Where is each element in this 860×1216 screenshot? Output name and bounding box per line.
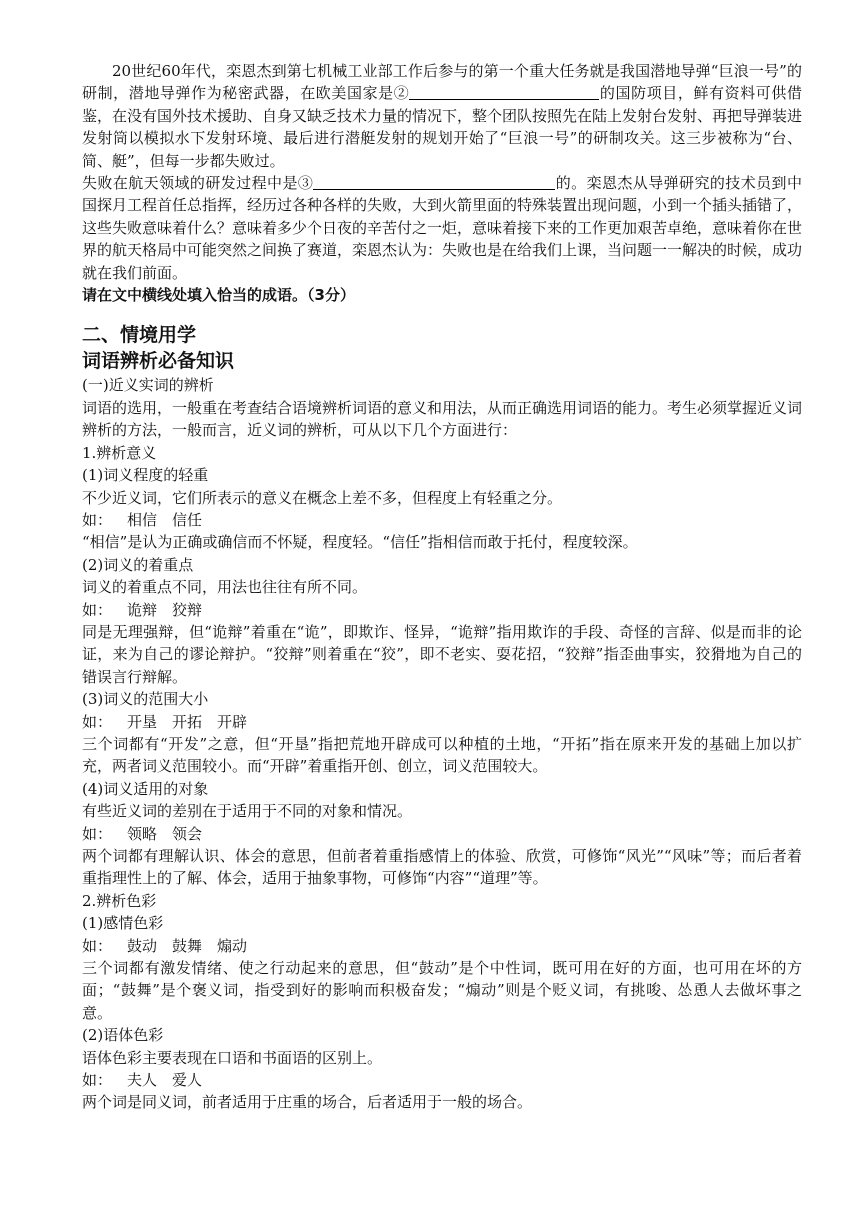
passage-paragraph-2 [82, 172, 802, 284]
explanation: 两个词都有理解认识、体会的意思，但前者着重指感情上的体验、欣赏，可修饰“风光”“风味”等；而后者着重指理性上的了解、体会，适用于抽象事物，可修饰“内容”“道理”等。 [82, 847, 802, 888]
explanation: “相信”是认为正确或确信而不怀疑，程度轻。“信任”指相信而敢于托付，程度较深。 [82, 533, 638, 552]
question-prompt: 请在文中横线处填入恰当的成语。（3分） [82, 286, 355, 305]
subheading-object: (4)词义适用的对象 [82, 779, 209, 798]
example-line: 如： 鼓动 鼓舞 煽动 [82, 936, 248, 955]
passage-text: 的国防项目，鲜有资料可供借鉴，在没有国外技术援助、自身又缺乏技术力量的情况下，整个团队按照先在陆上发射台发射、再把导弹装进发射筒以模拟水下发射环境、最后进行潜艇发射的规划开始了“巨浪一号”的研制攻关。这三步被称为“台、简、艇”，但每一步都失败过。 [82, 84, 803, 170]
blank-3[interactable] [313, 175, 555, 190]
part-heading: (一)近义实词的辨析 [82, 376, 214, 395]
description: 不少近义词，它们所表示的意义在概念上差不多，但程度上有轻重之分。 [82, 488, 563, 507]
explanation: 三个词都有激发情绪、使之行动起来的意思，但“鼓动”是个中性词，既可用在好的方面，也可用在坏的方面；“鼓舞”是个褒义词，指受到好的影响而积极奋发；“煽动”则是个贬义词，有挑唆、怂恿人去做坏事之意。 [82, 959, 802, 1022]
subheading-register: (2)语体色彩 [82, 1026, 164, 1045]
example-line: 如： 领略 领会 [82, 824, 203, 843]
section-subtitle: 词语辨析必备知识 [82, 350, 235, 373]
example-line: 如： 诡辩 狡辩 [82, 600, 203, 619]
subheading-emotion: (1)感情色彩 [82, 914, 164, 933]
passage-text: 失败在航天领域的研发过程中是③ [82, 174, 314, 193]
description: 词义的着重点不同，用法也往往有所不同。 [82, 578, 368, 597]
subheading-focus: (2)词义的着重点 [82, 555, 194, 574]
explanation: 两个词是同义词，前者适用于庄重的场合，后者适用于一般的场合。 [82, 1093, 533, 1112]
passage-text: 的。栾恩杰从导弹研究的技术员到中国探月工程首任总指挥，经历过各种各样的失败，大到火箭里面的特殊装置出现问题，小到一个插头插错了，这些失败意味着什么？意味着多少个日夜的辛苦付之一炬，意味着接下来的工作更加艰苦卓绝，意味着你在世界的航天格局中可能突然之间换了赛道，栾恩杰认为：失败也是在给我们上课，当问题一一解决的时候，成功就在我们前面。 [82, 174, 803, 282]
heading-meaning: 1.辨析意义 [82, 443, 157, 462]
explanation: 三个词都有“开发”之意，但“开垦”指把荒地开辟成可以种植的土地，“开拓”指在原来开发的基础上加以扩充，两者词义范围较小。而“开辟”着重指开创、创立，词义范围较大。 [82, 734, 802, 776]
example-line: 如： 夫人 爱人 [82, 1071, 203, 1090]
intro-paragraph: 词语的选用，一般重在考查结合语境辨析词语的意义和用法，从而正确选用词语的能力。考生必须掌握近义词辨析的方法，一般而言，近义词的辨析，可从以下几个方面进行： [82, 398, 803, 440]
subheading-scope: (3)词义的范围大小 [82, 690, 209, 709]
section-title: 二、情境用学 [82, 324, 197, 347]
explanation: 同是无理强辩，但“诡辩”着重在“诡”，即欺诈、怪异，“诡辩”指用欺诈的手段、奇怪的言辞、似是而非的论证，来为自己的谬论辩护。“狡辩”则着重在“狡”，即不老实、耍花招，“狡辩”指歪曲事实，狡猾地为自己的错误言行辩解。 [82, 622, 802, 686]
subheading-degree: (1)词义程度的轻重 [82, 466, 209, 485]
blank-2[interactable] [409, 85, 599, 100]
example-line: 如： 相信 信任 [82, 510, 203, 529]
heading-color: 2.辨析色彩 [82, 891, 157, 910]
document-content [82, 60, 802, 1114]
passage-paragraph-1 [82, 60, 802, 172]
passage-text: 20世纪60年代，栾恩杰到第七机械工业部工作后参与的第一个重大任务就是我国潜地导弹“巨浪一号”的研制，潜地导弹作为秘密武器，在欧美国家是② [82, 62, 802, 103]
description: 有些近义词的差别在于适用于不同的对象和情况。 [82, 802, 413, 821]
example-line: 如： 开垦 开拓 开辟 [82, 712, 248, 731]
description: 语体色彩主要表现在口语和书面语的区别上。 [82, 1048, 383, 1067]
